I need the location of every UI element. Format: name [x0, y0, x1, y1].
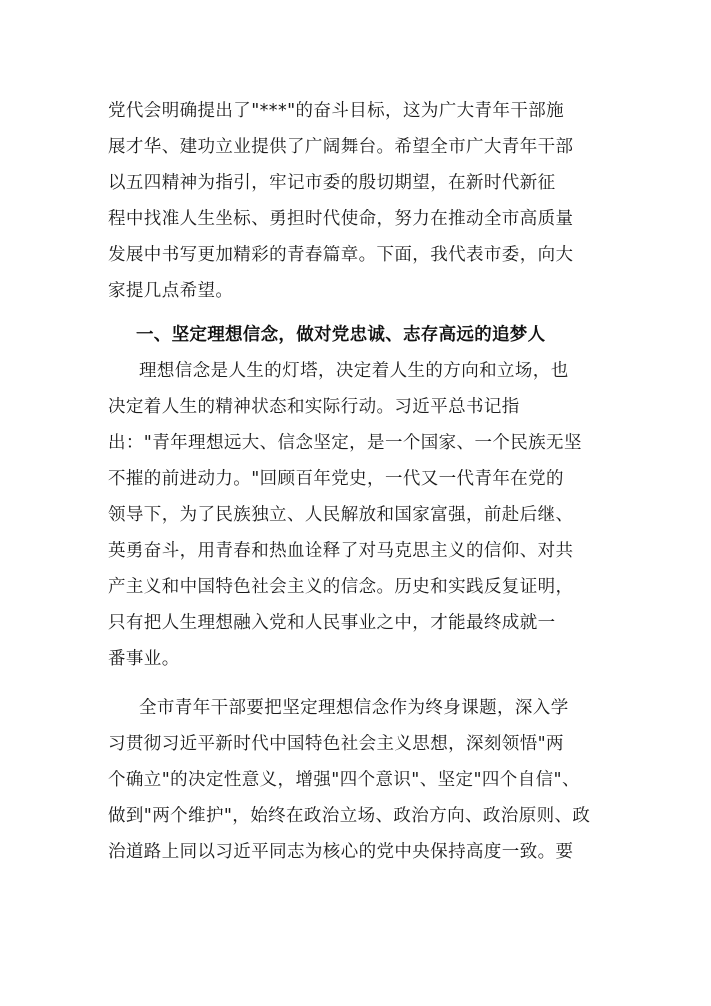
paragraph-line: 产主义和中国特色社会主义的信念。历史和实践反复证明，	[108, 577, 574, 597]
paragraph-line: 理想信念是人生的灯塔，决定着人生的方向和立场，也	[139, 361, 569, 381]
paragraph-line: 治道路上同以习近平同志为核心的党中央保持高度一致。要	[108, 842, 574, 862]
paragraph-line: 个确立"的决定性意义，增强"四个意识"、坚定"四个自信"、	[108, 770, 580, 790]
paragraph-line: 党代会明确提出了"***"的奋斗目标，这为广大青年干部施	[108, 101, 565, 121]
paragraph-line: 习贯彻习近平新时代中国特色社会主义思想，深刻领悟"两	[108, 734, 564, 754]
section-heading: 一、坚定理想信念，做对党忠诚、志存高远的追梦人	[136, 325, 546, 345]
paragraph-line: 家提几点希望。	[108, 281, 234, 301]
paragraph-line: 只有把人生理想融入党和人民事业之中，才能最终成就一	[108, 613, 556, 633]
paragraph-line: 程中找准人生坐标、勇担时代使命，努力在推动全市高质量	[108, 209, 574, 229]
paragraph-line: 以五四精神为指引，牢记市委的殷切期望，在新时代新征	[108, 173, 556, 193]
paragraph-line: 做到"两个维护"，始终在政治立场、政治方向、政治原则、政	[108, 806, 591, 826]
paragraph-line: 不摧的前进动力。"回顾百年党史，一代又一代青年在党的	[108, 469, 564, 489]
paragraph-line: 出："青年理想远大、信念坚定，是一个国家、一个民族无坚	[108, 433, 582, 453]
paragraph-line: 番事业。	[108, 649, 180, 669]
paragraph-line: 英勇奋斗，用青春和热血诠释了对马克思主义的信仰、对共	[108, 541, 574, 561]
paragraph-line: 领导下，为了民族独立、人民解放和国家富强，前赴后继、	[108, 505, 574, 525]
paragraph-line: 发展中书写更加精彩的青春篇章。下面，我代表市委，向大	[108, 245, 574, 265]
paragraph-line: 决定着人生的精神状态和实际行动。习近平总书记指	[108, 397, 520, 417]
paragraph-line: 全市青年干部要把坚定理想信念作为终身课题，深入学	[139, 698, 569, 718]
paragraph-line: 展才华、建功立业提供了广阔舞台。希望全市广大青年干部	[108, 137, 574, 157]
